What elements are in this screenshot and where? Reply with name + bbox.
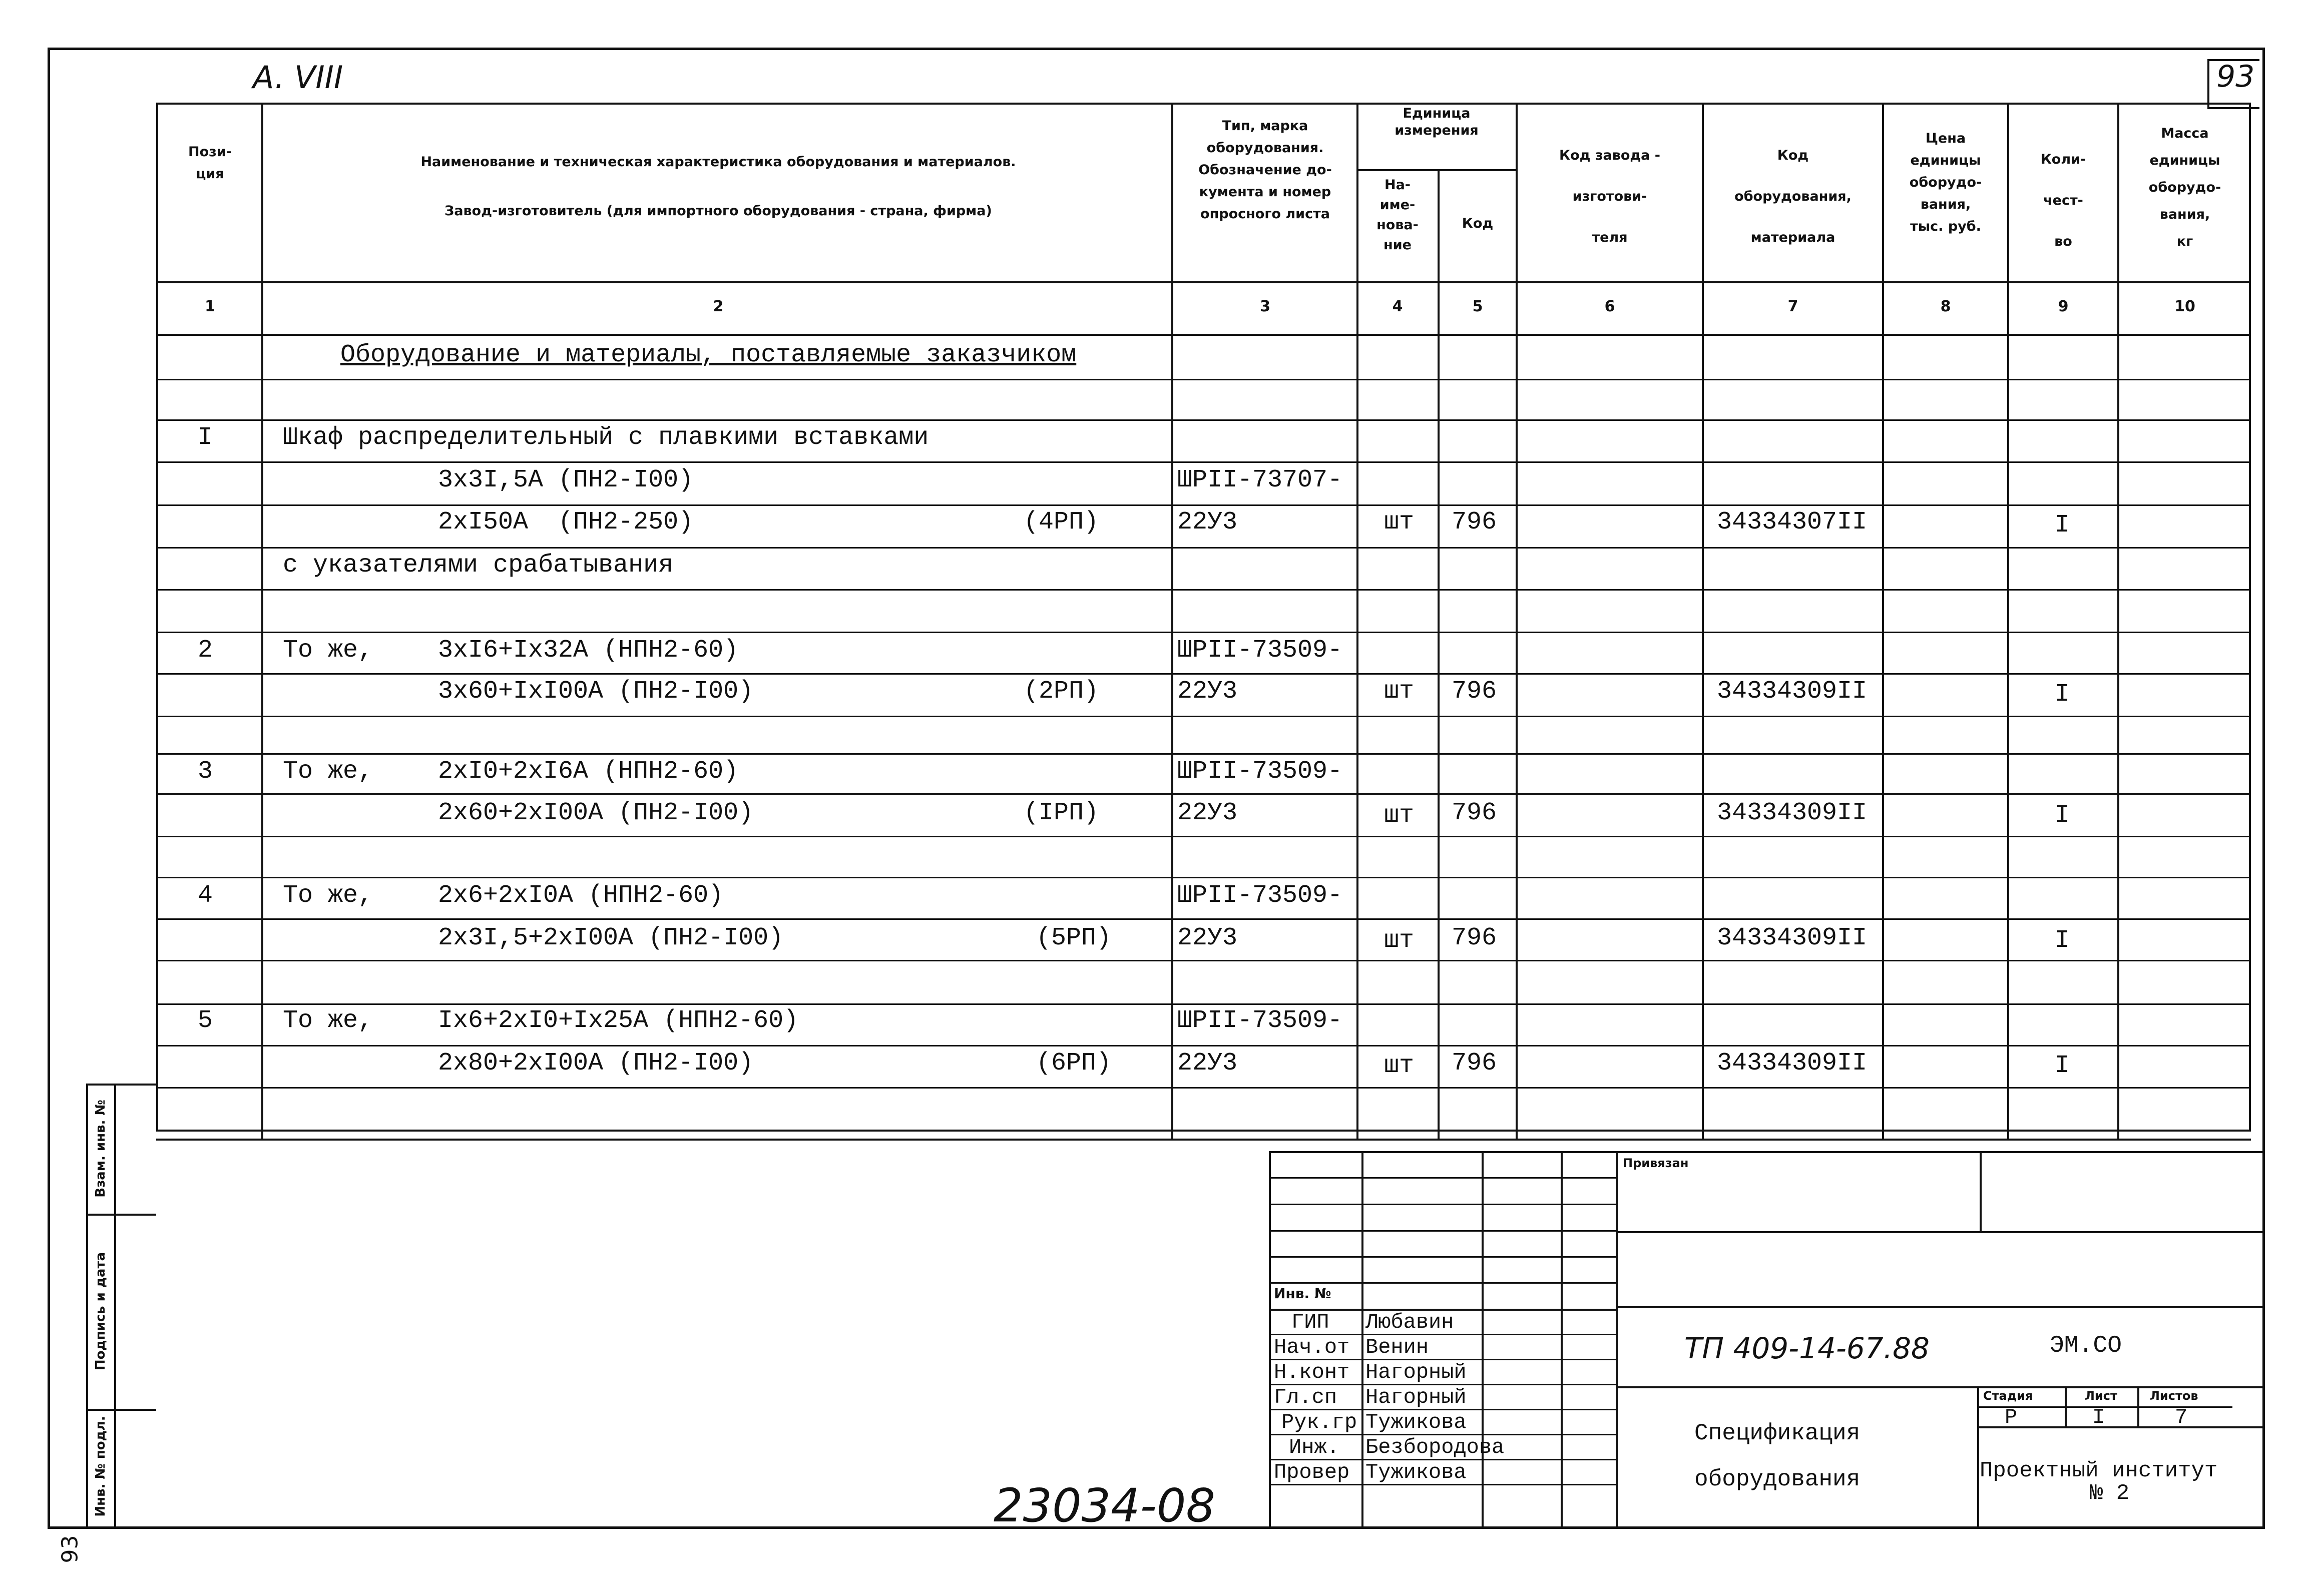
page-number: 93 [2216, 59, 2255, 94]
tb-inv-no: Инв. № [1274, 1285, 1331, 1302]
row-tag: (4РП) [1024, 508, 1099, 537]
col-line [1171, 103, 1173, 1139]
col-line [261, 103, 263, 1139]
column-number: 6 [1604, 298, 1615, 315]
tb-privyazan: Привязан [1623, 1156, 1689, 1170]
header-mass: Масса единицы оборудо- вания, кг [2148, 126, 2221, 249]
side-stamp-vzam-inv: Взам. инв. № [93, 1100, 108, 1198]
tb-right-line [1616, 1231, 2265, 1233]
row-name: с указателями срабатывания [283, 551, 674, 580]
tb-role: Н.конт [1274, 1360, 1350, 1384]
row-sub: 3хI6+Iх32А (НПН2-60) [438, 636, 739, 665]
header-name-line1: Наименование и техническая характеристика оборудования и материалов. [420, 154, 1016, 170]
row-sub: 2х3I,5+2хI00А (ПН2-I00) [438, 924, 784, 952]
header-bottom-line [156, 281, 2251, 283]
row-mark: 22У3 [1177, 799, 1238, 827]
row-name: То же, [283, 881, 373, 910]
spec-table [156, 103, 2251, 1130]
header-price: Цена единицы оборудо- вания, тыс. руб. [1909, 131, 1982, 234]
colnum-bottom-line [156, 334, 2251, 336]
tb-person: Нагорный [1365, 1385, 1467, 1409]
tb-row-line [1269, 1177, 1616, 1179]
row-line [156, 960, 2251, 961]
row-equip-code: 34334307II [1717, 508, 1868, 537]
row-qty: I [2055, 1051, 2070, 1080]
header-type-mark: Тип, марка оборудования. Обозначение до- кумента и номер опросного листа [1198, 118, 1332, 222]
row-line [156, 419, 2251, 421]
tb-right-line [1616, 1386, 2265, 1388]
row-equip-code: 34334309II [1717, 924, 1868, 952]
header-qty: Коли- чест- во [2040, 152, 2086, 249]
row-line [156, 547, 2251, 549]
tb-org-2: № 2 [2090, 1481, 2130, 1506]
row-sub: 3х60+IхI00А (ПН2-I00) [438, 677, 754, 706]
row-qty: I [2055, 680, 2070, 709]
tb-role: Нач.от [1274, 1335, 1350, 1359]
row-name: То же, [283, 636, 373, 665]
row-mark: ШРII-73509- [1177, 636, 1343, 665]
header-unit-name: На- име- нова- ние [1376, 177, 1419, 253]
row-line [156, 918, 2251, 920]
row-line [156, 1045, 2251, 1046]
col-line [1882, 103, 1884, 1139]
column-number: 8 [1940, 298, 1951, 315]
row-line [156, 877, 2251, 878]
tb-person: Венин [1365, 1335, 1429, 1359]
row-position: 3 [198, 757, 213, 786]
row-line [156, 504, 2251, 506]
row-tag: (6РП) [1036, 1049, 1112, 1078]
row-position: 5 [198, 1006, 213, 1035]
column-number: 7 [1787, 298, 1798, 315]
tb-col-line [1616, 1151, 1618, 1529]
tb-row-line [1269, 1282, 1616, 1284]
header-equip-code: Код оборудования, материала [1734, 148, 1852, 245]
tb-sheet: I [2092, 1405, 2105, 1429]
tb-person: Любавин [1365, 1310, 1454, 1334]
header-unit-code: Код [1462, 216, 1494, 231]
tb-right-line [1616, 1306, 2265, 1308]
row-tag: (2РП) [1024, 677, 1099, 706]
row-sub: 2хI50А (ПН2-250) [438, 508, 694, 537]
row-mark: ШРII-73509- [1177, 1006, 1343, 1035]
tb-role: Гл.сп [1274, 1385, 1337, 1409]
row-mark: 22У3 [1177, 677, 1238, 706]
row-mark: ШРII-73509- [1177, 757, 1343, 786]
tb-stage-label: Стадия [1983, 1389, 2033, 1403]
row-mark: 22У3 [1177, 1049, 1238, 1078]
row-sub: 2х80+2хI00А (ПН2-I00) [438, 1049, 754, 1078]
row-unit: шт [1384, 508, 1415, 537]
row-sub: 2х60+2хI00А (ПН2-I00) [438, 799, 754, 827]
row-mark: 22У3 [1177, 508, 1238, 537]
row-name: То же, [283, 757, 373, 786]
row-mark: ШРII-73509- [1177, 881, 1343, 910]
column-number: 2 [713, 298, 724, 315]
row-line [156, 793, 2251, 795]
tb-col-line [1482, 1151, 1484, 1529]
row-line [156, 632, 2251, 633]
col-line [1438, 170, 1440, 1139]
tb-person: Тужикова [1365, 1460, 1467, 1484]
row-tag: (IРП) [1024, 799, 1099, 827]
tb-row-line [1269, 1256, 1616, 1258]
row-name: Шкаф распределительный с плавкими вставками [283, 423, 929, 452]
row-line [156, 753, 2251, 755]
row-unit: шт [1384, 1051, 1415, 1080]
frame-top-line [48, 48, 2265, 50]
tb-person: Тужикова [1365, 1410, 1467, 1434]
side-page-number: 93 [57, 1535, 83, 1563]
row-code: 796 [1452, 799, 1497, 827]
side-stamp-divider [114, 1084, 116, 1529]
row-unit: шт [1384, 926, 1415, 955]
tb-col-line [1361, 1151, 1363, 1529]
tb-stage: Р [2005, 1405, 2018, 1429]
column-number: 9 [2058, 298, 2069, 315]
tb-role: ГИП [1291, 1310, 1329, 1334]
side-stamp-inv-podl: Инв. № подл. [93, 1416, 108, 1517]
corner-mark: A. VIII [253, 59, 343, 96]
row-mark: ШРII-73707- [1177, 466, 1343, 494]
row-sub: 2хI0+2хI6А (НПН2-60) [438, 757, 739, 786]
tb-person: Нагорный [1365, 1360, 1467, 1384]
tb-sheets-label: Листов [2150, 1389, 2198, 1403]
tb-org-1: Проектный институт [1980, 1458, 2218, 1483]
row-qty: I [2055, 801, 2070, 830]
row-sub: 3х3I,5А (ПН2-I00) [438, 466, 694, 494]
row-code: 796 [1452, 508, 1497, 537]
row-qty: I [2055, 511, 2070, 540]
row-unit: шт [1384, 677, 1415, 706]
row-qty: I [2055, 926, 2070, 955]
column-number: 3 [1260, 298, 1270, 315]
column-number: 1 [205, 298, 215, 315]
table-bottom-line [156, 1130, 2251, 1132]
header-position: Пози- ция [188, 144, 232, 182]
row-line [156, 673, 2251, 675]
header-unit: Единица измерения [1395, 106, 1479, 138]
col-line [1356, 103, 1358, 1139]
row-tag: (5РП) [1036, 924, 1112, 952]
tb-person: Безбородова [1365, 1435, 1505, 1459]
row-equip-code: 34334309II [1717, 677, 1868, 706]
row-sub: Iх6+2хI0+Iх25А (НПН2-60) [438, 1006, 799, 1035]
header-name-line2: Завод-изготовитель (для импортного оборудования - страна, фирма) [444, 203, 992, 219]
row-name: То же, [283, 1006, 373, 1035]
tb-role: Провер [1274, 1460, 1350, 1484]
row-equip-code: 34334309II [1717, 799, 1868, 827]
row-code: 796 [1452, 677, 1497, 706]
row-mark: 22У3 [1177, 924, 1238, 952]
tb-row-line [1269, 1230, 1616, 1232]
row-line [156, 1003, 2251, 1005]
tb-row-line [1269, 1204, 1616, 1205]
tb-doc-title-1: Спецификация [1694, 1420, 1861, 1446]
bottom-signature: 23034-08 [994, 1479, 1215, 1532]
row-line [156, 461, 2251, 463]
row-line [156, 836, 2251, 837]
column-number: 5 [1472, 298, 1483, 315]
row-sub: 2х6+2хI0А (НПН2-60) [438, 881, 724, 910]
header-maker-code: Код завода - изготови- теля [1559, 148, 1660, 245]
tb-doc-mark: ЭМ.СО [2050, 1332, 2122, 1359]
tb-sheet-label: Лист [2085, 1389, 2117, 1403]
tb-sheets: 7 [2175, 1405, 2188, 1429]
tb-role: Рук.гр [1281, 1410, 1357, 1434]
side-stamp-line [86, 1214, 156, 1216]
unit-subheader-line [1356, 169, 1516, 171]
row-code: 796 [1452, 1049, 1497, 1078]
tb-role: Инж. [1289, 1435, 1339, 1459]
column-number: 10 [2174, 298, 2195, 315]
row-line [156, 589, 2251, 591]
row-line [156, 379, 2251, 380]
tb-doc-code: ТП 409-14-67.88 [1684, 1331, 1930, 1365]
tb-right-line [1977, 1426, 2265, 1428]
col-line [2117, 103, 2119, 1139]
row-line [156, 716, 2251, 717]
section-title: Оборудование и материалы, поставляемые заказчиком [340, 341, 1077, 369]
tb-col-line [1980, 1151, 1982, 1231]
row-code: 796 [1452, 924, 1497, 952]
tb-doc-title-2: оборудования [1694, 1466, 1861, 1492]
row-position: 4 [198, 881, 213, 910]
row-line [156, 1087, 2251, 1089]
row-position: 2 [198, 636, 213, 665]
tb-col-line [1561, 1151, 1563, 1529]
side-stamp-signature-date: Подпись и дата [93, 1252, 108, 1371]
row-equip-code: 34334309II [1717, 1049, 1868, 1078]
table-bottom-line2 [156, 1139, 2251, 1141]
row-unit: шт [1384, 801, 1415, 830]
column-number: 4 [1392, 298, 1403, 315]
row-position: I [198, 423, 213, 452]
